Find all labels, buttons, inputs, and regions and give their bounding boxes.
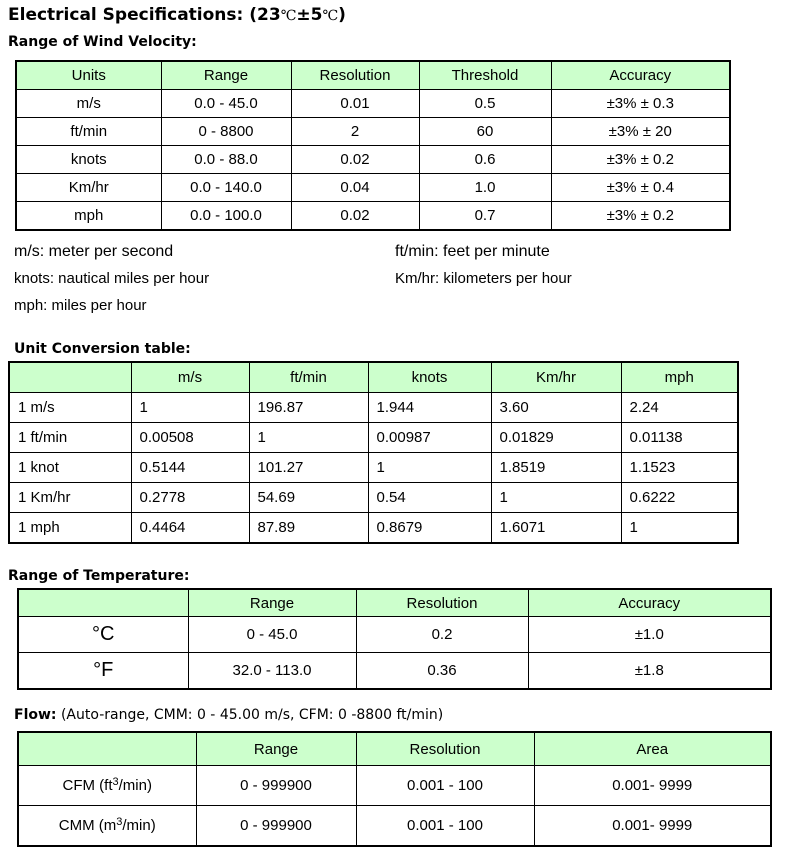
table-cell: 1.6071 — [491, 513, 621, 544]
flow-header-row — [18, 732, 771, 766]
table-cell: 0.2 — [356, 617, 528, 653]
table-cell: 0 - 999900 — [196, 766, 356, 806]
heading-temperature: Range of Temperature: — [8, 568, 190, 584]
column-header: mph — [621, 362, 738, 393]
table-cell: 0.6222 — [621, 483, 738, 513]
table-row — [9, 453, 738, 483]
unit-definition: Km/hr: kilometers per hour — [395, 270, 572, 287]
table-cell: ±1.0 — [528, 617, 771, 653]
column-header: ft/min — [249, 362, 368, 393]
table-cell: 0.0 - 88.0 — [161, 146, 291, 174]
table-cell: 32.0 - 113.0 — [188, 653, 356, 690]
column-header: Range — [188, 589, 356, 617]
table-cell: m/s — [16, 90, 161, 118]
table-row — [18, 766, 771, 806]
table-cell: 1 Km/hr — [9, 483, 131, 513]
table-cell: 2 — [291, 118, 419, 146]
table-cell: 1 — [621, 513, 738, 544]
table-cell: 0.4464 — [131, 513, 249, 544]
note-row — [14, 238, 792, 265]
table-cell: ±3% ± 0.2 — [551, 202, 730, 231]
table-cell: 0.02 — [291, 146, 419, 174]
table-cell: 54.69 — [249, 483, 368, 513]
table-cell: 0.7 — [419, 202, 551, 231]
table-row — [18, 806, 771, 847]
table-cell: ±3% ± 0.3 — [551, 90, 730, 118]
column-header — [18, 589, 188, 617]
table-cell: 0.001 - 100 — [356, 806, 534, 847]
table-cell: 1 — [368, 453, 491, 483]
unit-definitions — [14, 238, 792, 319]
table-cell: 1.8519 — [491, 453, 621, 483]
table-cell: 0 - 45.0 — [188, 617, 356, 653]
table-cell: 196.87 — [249, 393, 368, 423]
table-cell: °F — [18, 653, 188, 690]
table-cell: 0.0 - 100.0 — [161, 202, 291, 231]
note-row — [14, 265, 792, 292]
table-cell: 0.04 — [291, 174, 419, 202]
unit-definition: ft/min: feet per minute — [395, 242, 550, 260]
table-cell: 87.89 — [249, 513, 368, 544]
table-cell: 1.0 — [419, 174, 551, 202]
column-header — [18, 732, 196, 766]
title-text: ) — [338, 5, 346, 25]
table-cell: 0.2778 — [131, 483, 249, 513]
table-cell: 0.001 - 100 — [356, 766, 534, 806]
unit-definition: mph: miles per hour — [14, 297, 147, 314]
flow-table — [17, 731, 772, 847]
table-cell: 3.60 — [491, 393, 621, 423]
table-row — [16, 174, 730, 202]
table-cell: 0.00987 — [368, 423, 491, 453]
table-row — [16, 146, 730, 174]
temperature-header-row — [18, 589, 771, 617]
table-row — [9, 513, 738, 544]
heading-wind-velocity: Range of Wind Velocity: — [8, 34, 197, 50]
table-cell: 0.01138 — [621, 423, 738, 453]
table-row — [9, 483, 738, 513]
column-header: Resolution — [291, 61, 419, 90]
table-cell: 0.02 — [291, 202, 419, 231]
column-header: Units — [16, 61, 161, 90]
table-cell: 0 - 8800 — [161, 118, 291, 146]
table-cell: 0.01 — [291, 90, 419, 118]
table-cell: 0.5144 — [131, 453, 249, 483]
column-header: Range — [196, 732, 356, 766]
title-text: Electrical Specifications: (23 — [8, 5, 281, 25]
flow-range-note: (Auto-range, CMM: 0 - 45.00 m/s, CFM: 0 -8800 ft/min) — [56, 707, 444, 723]
wind-velocity-header-row — [16, 61, 730, 90]
table-cell: ft/min — [16, 118, 161, 146]
table-cell: 0.01829 — [491, 423, 621, 453]
table-cell: 1 — [131, 393, 249, 423]
unit-definition: knots: nautical miles per hour — [14, 270, 210, 287]
table-cell: 1 — [491, 483, 621, 513]
table-cell: CMM $(m^3/\min)$ — [18, 806, 196, 847]
table-cell: °C — [18, 617, 188, 653]
table-row — [16, 202, 730, 231]
heading-flow — [14, 707, 792, 724]
table-cell: 1 — [249, 423, 368, 453]
column-header: Threshold — [419, 61, 551, 90]
heading-unit-conversion: Unit Conversion table: — [14, 341, 191, 357]
note-row — [14, 292, 792, 319]
table-cell: 0.8679 — [368, 513, 491, 544]
table-cell: 1 m/s — [9, 393, 131, 423]
temperature-table — [17, 588, 772, 690]
column-header: Area — [534, 732, 771, 766]
column-header: Km/hr — [491, 362, 621, 393]
table-cell: knots — [16, 146, 161, 174]
table-cell: 1 ft/min — [9, 423, 131, 453]
table-cell: 1 knot — [9, 453, 131, 483]
table-cell: 0.001- 9999 — [534, 806, 771, 847]
table-cell: 0.36 — [356, 653, 528, 690]
table-cell: 0 - 999900 — [196, 806, 356, 847]
table-cell: mph — [16, 202, 161, 231]
table-row — [9, 423, 738, 453]
table-row — [18, 653, 771, 690]
column-header — [9, 362, 131, 393]
table-cell: 0.5 — [419, 90, 551, 118]
table-cell: Km/hr — [16, 174, 161, 202]
table-cell: 0.0 - 45.0 — [161, 90, 291, 118]
table-cell: ±3% ± 0.2 — [551, 146, 730, 174]
table-cell: 0.54 — [368, 483, 491, 513]
table-row — [18, 617, 771, 653]
column-header: Accuracy — [551, 61, 730, 90]
table-cell: 2.24 — [621, 393, 738, 423]
table-cell: 60 — [419, 118, 551, 146]
wind-velocity-table — [15, 60, 731, 231]
degree-celsius-symbol: ℃ — [322, 8, 339, 24]
title-text: ±5 — [296, 5, 323, 25]
table-cell: 0.001- 9999 — [534, 766, 771, 806]
degree-celsius-symbol: ℃ — [280, 8, 297, 24]
table-cell: 101.27 — [249, 453, 368, 483]
table-cell: ±3% ± 0.4 — [551, 174, 730, 202]
unit-conversion-table — [8, 361, 739, 544]
column-header: Resolution — [356, 732, 534, 766]
table-row — [16, 90, 730, 118]
page-title — [8, 5, 792, 27]
table-cell: 1 mph — [9, 513, 131, 544]
table-cell: ±3% ± 20 — [551, 118, 730, 146]
table-cell: 1.1523 — [621, 453, 738, 483]
table-row — [16, 118, 730, 146]
column-header: Range — [161, 61, 291, 90]
table-row — [9, 393, 738, 423]
table-cell: 0.00508 — [131, 423, 249, 453]
column-header: Resolution — [356, 589, 528, 617]
table-cell: 0.6 — [419, 146, 551, 174]
column-header: m/s — [131, 362, 249, 393]
table-cell: CFM $(ft^3/\min)$ — [18, 766, 196, 806]
datasheet-page — [0, 5, 792, 862]
table-cell: 1.944 — [368, 393, 491, 423]
table-cell: ±1.8 — [528, 653, 771, 690]
column-header: knots — [368, 362, 491, 393]
unit-definition: m/s: meter per second — [14, 242, 174, 260]
table-cell: 0.0 - 140.0 — [161, 174, 291, 202]
column-header: Accuracy — [528, 589, 771, 617]
unit-conversion-header-row — [9, 362, 738, 393]
flow-label: Flow: — [14, 707, 57, 723]
